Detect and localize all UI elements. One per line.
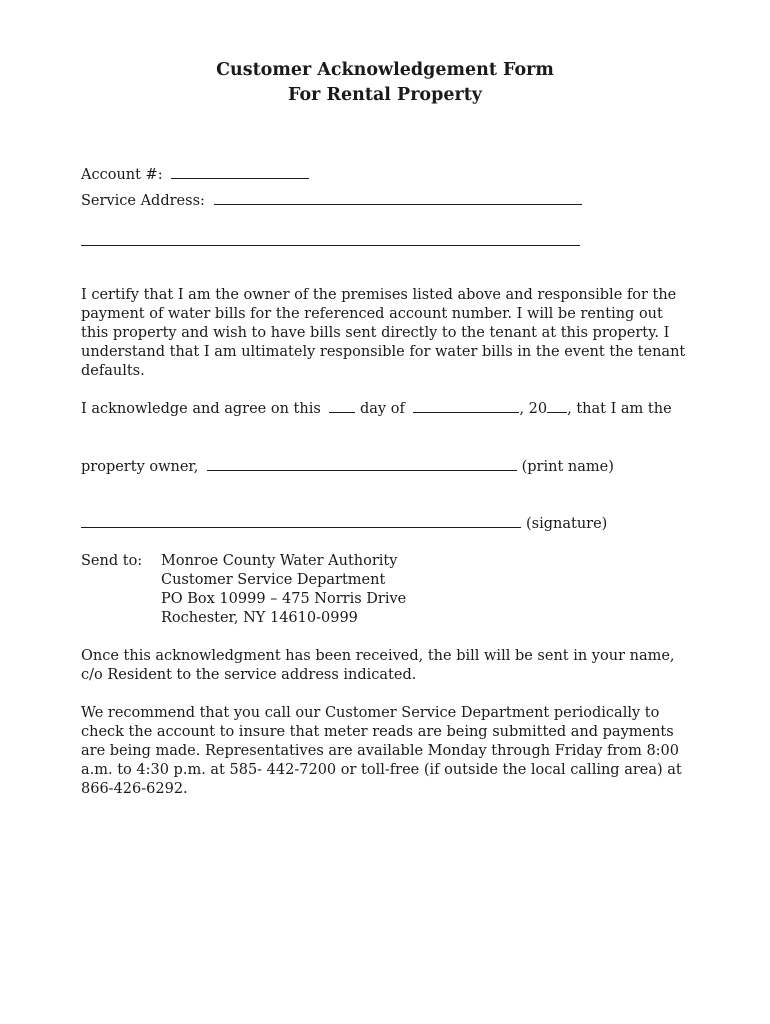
acknowledge-suffix: , that I am the	[567, 401, 672, 417]
received-text: Once this acknowledgment has been received, the bill will be sent in your name, c/o Resident to the service address indicated.	[81, 648, 675, 683]
address-line-dept: Customer Service Department	[161, 572, 386, 588]
account-number-row	[81, 165, 309, 185]
service-address-label: Service Address:	[81, 193, 205, 209]
received-paragraph	[81, 647, 691, 685]
year-field[interactable]	[547, 399, 567, 413]
service-address-row	[81, 191, 582, 211]
day-of-text: day of	[360, 401, 405, 417]
year-prefix: , 20	[519, 401, 548, 417]
title-line-2: For Rental Property	[288, 85, 482, 105]
address-line-box: PO Box 10999 – 475 Norris Drive	[161, 591, 407, 607]
day-field[interactable]	[329, 399, 355, 413]
recommend-text: We recommend that you call our Customer Service Department periodically to check the account to insure that meter reads are being submitted and payments are being made. Representatives are available Monday through Friday from 8:00 a.m. to 4:30 p.m. at 585- 442-7200 or toll-free (if outside the local calling area) at 866-426-6292.	[81, 705, 682, 797]
address-line-org: Monroe County Water Authority	[161, 553, 398, 569]
send-to-label: Send to:	[81, 553, 143, 569]
month-field[interactable]	[413, 399, 519, 413]
certify-text: I certify that I am the owner of the premises listed above and responsible for the payment of water bills for the referenced account number. I will be renting out this property and wish to have bills sent directly to the tenant at this property. I understand that I am ultimately responsible for water bills in the event the tenant defaults.	[81, 287, 686, 379]
certify-paragraph	[81, 286, 691, 381]
signature-row	[81, 514, 607, 534]
account-number-label: Account #:	[81, 167, 163, 183]
title-line-1: Customer Acknowledgement Form	[216, 60, 554, 80]
acknowledge-prefix: I acknowledge and agree on this	[81, 401, 321, 417]
send-to-address	[161, 552, 406, 628]
service-address-field[interactable]	[214, 191, 582, 205]
signature-field[interactable]	[81, 514, 521, 528]
account-number-field[interactable]	[171, 165, 309, 179]
print-name-label: (print name)	[521, 459, 614, 475]
signature-label: (signature)	[526, 516, 608, 532]
form-title	[0, 58, 770, 108]
recommend-paragraph	[81, 704, 691, 799]
service-address-line-2[interactable]	[81, 245, 580, 246]
print-name-field[interactable]	[207, 457, 517, 471]
owner-prefix: property owner,	[81, 459, 199, 475]
owner-name-row	[81, 457, 614, 477]
acknowledge-row	[81, 399, 672, 419]
address-line-city: Rochester, NY 14610-0999	[161, 610, 358, 626]
